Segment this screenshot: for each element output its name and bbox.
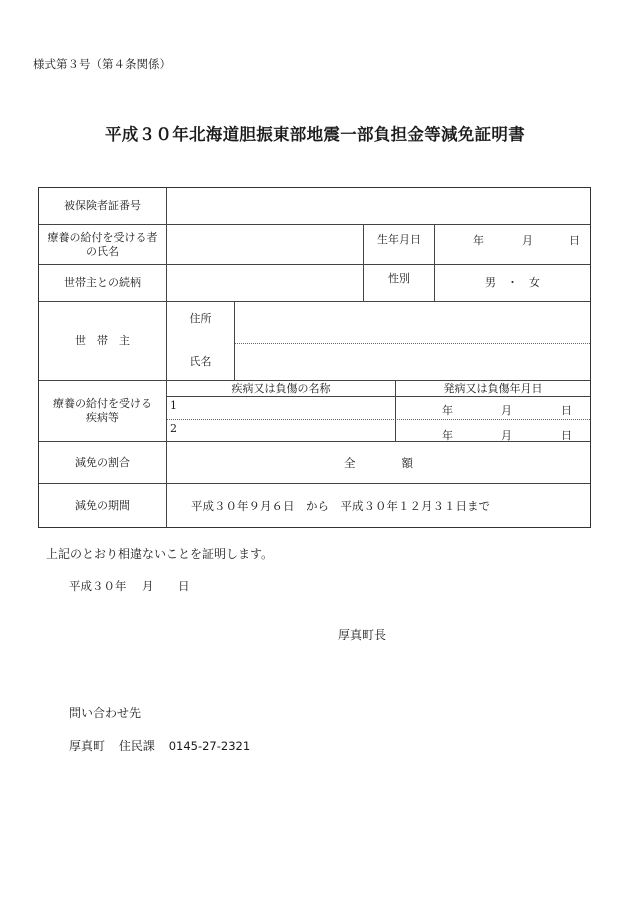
document-title: 平成３０年北海道胆振東部地震一部負担金等減免証明書 bbox=[105, 125, 525, 144]
sex-label: 性別 bbox=[388, 272, 410, 285]
disease-row-day-label: 日 bbox=[561, 429, 572, 442]
reduction-period-value: 平成３０年９月６日 から 平成３０年１２月３１日まで bbox=[191, 498, 490, 513]
sex-selector[interactable]: 男 ・ 女 bbox=[485, 276, 540, 289]
household-address-label: 住所 bbox=[189, 312, 212, 325]
birthdate-month-label: 月 bbox=[522, 234, 533, 247]
birthdate-day-label: 日 bbox=[569, 234, 580, 247]
insured-number-label: 被保険者証番号 bbox=[64, 199, 141, 212]
disease-name-header: 疾病又は負傷の名称 bbox=[231, 381, 331, 395]
contact-town: 厚真町 bbox=[69, 739, 106, 753]
certification-statement: 上記のとおり相違ないことを証明します。 bbox=[46, 547, 274, 561]
recipient-name-label-line2: の氏名 bbox=[86, 244, 119, 258]
contact-phone: 0145-27-2321 bbox=[168, 739, 251, 753]
household-address-field[interactable] bbox=[235, 302, 590, 343]
form-number: 様式第３号（第４条関係） bbox=[33, 57, 171, 71]
contact-department: 住民課 bbox=[118, 739, 155, 753]
disease-label-line2: 疾病等 bbox=[86, 411, 119, 424]
relationship-label: 世帯主との続柄 bbox=[64, 276, 141, 289]
household-head-label: 世 帯 主 bbox=[75, 334, 130, 347]
disease-row-1 bbox=[167, 397, 590, 419]
onset-date-header: 発病又は負傷年月日 bbox=[443, 381, 543, 395]
insured-number-field[interactable] bbox=[167, 188, 590, 224]
disease-label bbox=[39, 381, 166, 441]
contact-line bbox=[69, 737, 260, 754]
certificate-table bbox=[38, 187, 591, 528]
birthdate-field[interactable] bbox=[435, 225, 590, 264]
issuer: 厚真町長 bbox=[338, 628, 387, 642]
contact-heading: 問い合わせ先 bbox=[69, 706, 142, 720]
household-name-field[interactable] bbox=[235, 344, 590, 380]
recipient-name-label-line1: 療養の給付を受ける者 bbox=[47, 230, 158, 244]
certification-day-label: 日 bbox=[178, 579, 190, 593]
disease-label-line1: 療養の給付を受ける bbox=[53, 397, 152, 410]
disease-row-number: 2 bbox=[170, 422, 177, 435]
disease-row-month-label: 月 bbox=[501, 404, 512, 417]
reduction-ratio-label: 減免の割合 bbox=[75, 455, 130, 469]
disease-row-number: 1 bbox=[170, 399, 177, 412]
disease-row-year-label: 年 bbox=[442, 429, 453, 442]
disease-row-month-label: 月 bbox=[501, 429, 512, 442]
disease-row-2 bbox=[167, 420, 590, 441]
recipient-name-field[interactable] bbox=[167, 225, 363, 264]
reduction-period-label: 減免の期間 bbox=[75, 498, 130, 512]
reduction-ratio-value: 全 額 bbox=[344, 455, 413, 470]
certification-era-year: 平成３０年 bbox=[69, 579, 127, 593]
disease-row-year-label: 年 bbox=[442, 404, 453, 417]
recipient-name-label bbox=[39, 225, 166, 264]
birthdate-label: 生年月日 bbox=[377, 233, 421, 246]
household-name-label: 氏名 bbox=[189, 355, 212, 368]
relationship-field[interactable] bbox=[167, 265, 363, 301]
birthdate-year-label: 年 bbox=[473, 234, 484, 247]
certification-month-label: 月 bbox=[142, 579, 154, 593]
disease-row-day-label: 日 bbox=[561, 404, 572, 417]
